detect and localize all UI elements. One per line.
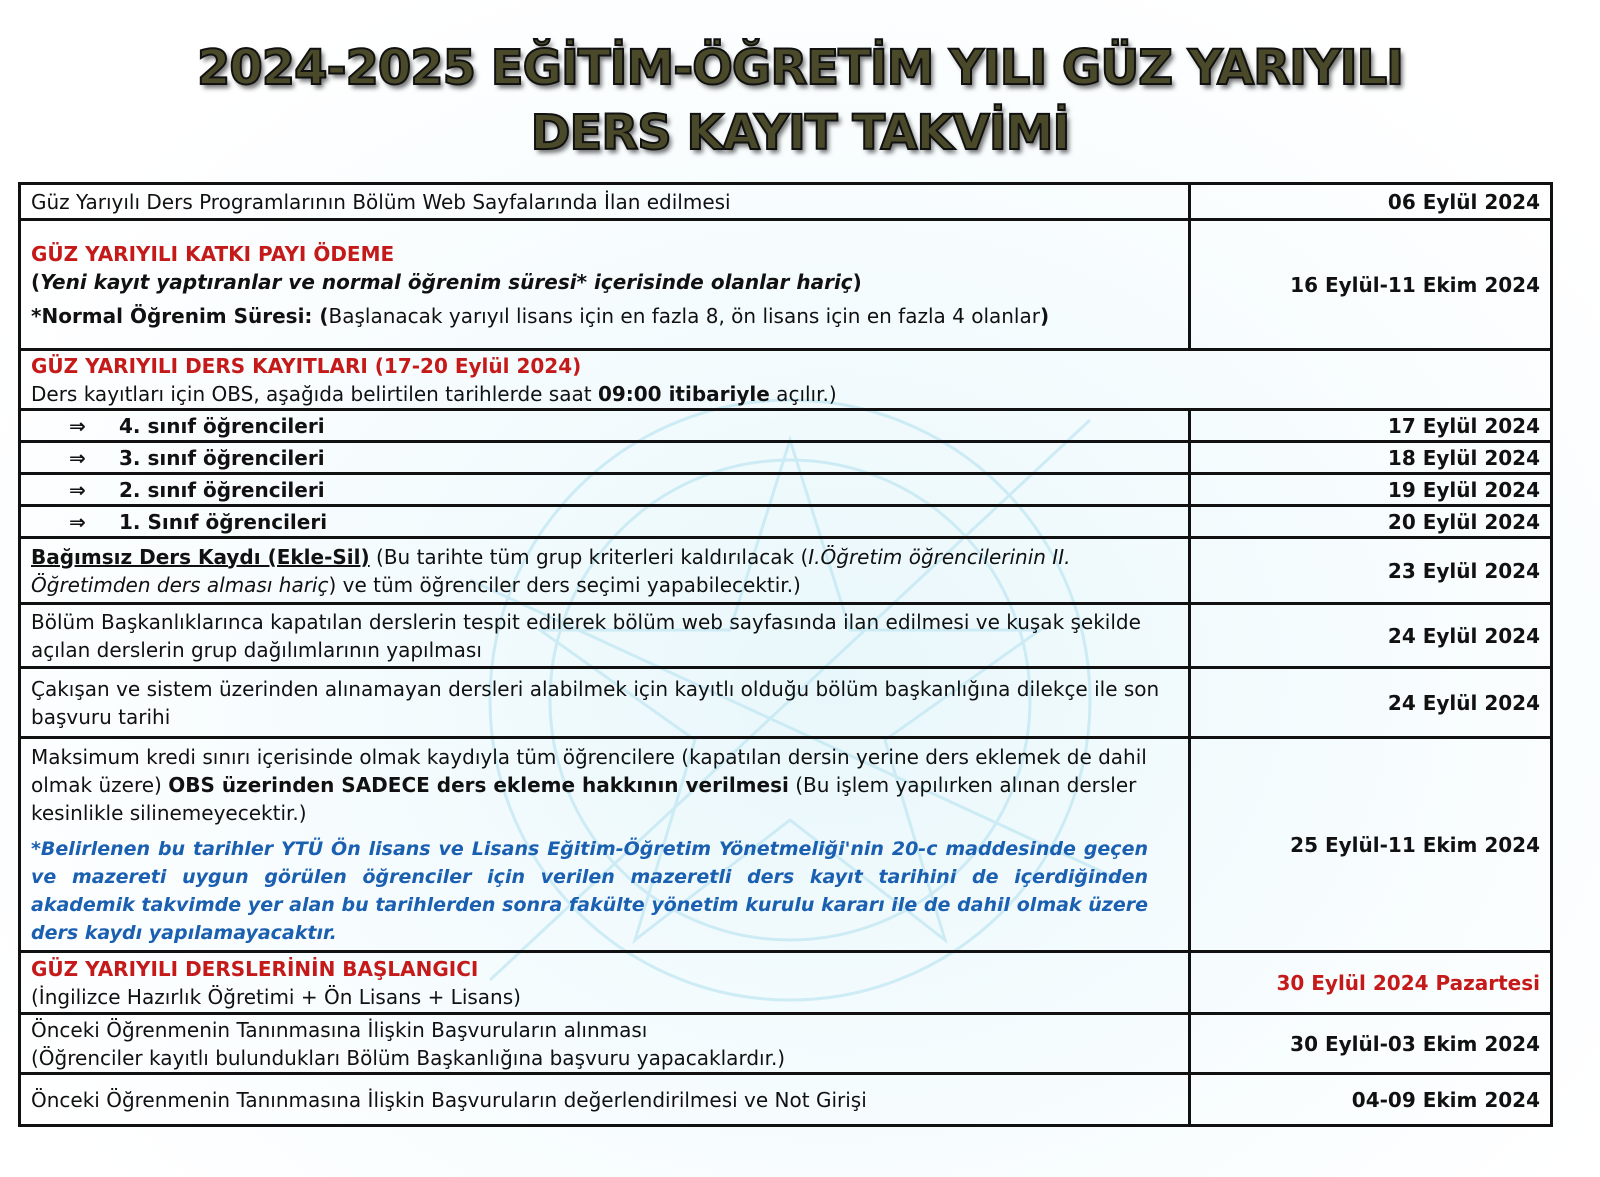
class-label: 1. Sınıf öğrencileri: [119, 509, 328, 534]
row-text: Güz Yarıyılı Ders Programlarının Bölüm Web Sayfalarında İlan edilmesi: [20, 184, 1190, 220]
row-date: 23 Eylül 2024: [1190, 538, 1552, 604]
row-date: 18 Eylül 2024: [1190, 442, 1552, 474]
table-row: [20, 184, 1552, 220]
row-date: 20 Eylül 2024: [1190, 506, 1552, 538]
table-row: [20, 952, 1552, 1014]
normal-duration-note: *Normal Öğrenim Süresi: (Başlanacak yarıyıl lisans için en fazla 8, ön lisans için en fazla 4 olanlar): [31, 303, 1050, 328]
table-row: [20, 1014, 1552, 1074]
table-row: [20, 220, 1552, 350]
row-text: Önceki Öğrenmenin Tanınmasına İlişkin Başvuruların değerlendirilmesi ve Not Girişi: [20, 1074, 1190, 1126]
row-date: 30 Eylül-03 Ekim 2024: [1190, 1014, 1552, 1074]
programs-note: (İngilizce Hazırlık Öğretimi + Ön Lisans + Lisans): [31, 984, 521, 1009]
row-text: Bağımsız Ders Kaydı (Ekle-Sil) (Bu tarihte tüm grup kriterleri kaldırılacak (I.Öğretim öğrencilerinin II. Öğretimden ders alması hariç) ve tüm öğrenciler ders seçimi yapabilecektir.): [20, 538, 1190, 604]
table-row: [20, 738, 1552, 952]
regulation-note: *Belirlenen bu tarihler YTÜ Ön lisans ve Lisans Eğitim-Öğretim Yönetmeliği'nin 20-c maddesinde geçen ve mazereti uygun görülen öğrenciler için verilen mazeretli ders kayıt tarihini de içerdiğinden akademik takvimde yer alan bu tarihlerden sonra fakülte yönetim kurulu kararı ile de dahil olmak üzere ders kaydı yapılamayacaktır.: [31, 837, 1148, 944]
row-date: 17 Eylül 2024: [1190, 410, 1552, 442]
obs-note: Ders kayıtları için OBS, aşağıda belirtilen tarihlerde saat 09:00 itibariyle açılır.): [31, 381, 837, 406]
row-text: Çakışan ve sistem üzerinden alınamayan dersleri alabilmek için kayıtlı olduğu bölüm başkanlığına dilekçe ile son başvuru tarihi: [20, 668, 1190, 738]
table-row: [20, 604, 1552, 668]
class-label: 4. sınıf öğrencileri: [119, 413, 325, 438]
row-date: 24 Eylül 2024: [1190, 604, 1552, 668]
table-row: [20, 350, 1552, 410]
table-row: [20, 442, 1552, 474]
row-text: Önceki Öğrenmenin Tanınmasına İlişkin Başvuruların alınması (Öğrenciler kayıtlı bulundukları Bölüm Başkanlığına başvuru yapacaklardır.): [20, 1014, 1190, 1074]
row-date: 19 Eylül 2024: [1190, 474, 1552, 506]
table-row: [20, 668, 1552, 738]
registration-calendar-table: [18, 182, 1553, 1127]
arrow-icon: ⇒: [69, 477, 86, 502]
row-date: 06 Eylül 2024: [1190, 184, 1552, 220]
class-label: 3. sınıf öğrencileri: [119, 445, 325, 470]
table-row: [20, 410, 1552, 442]
arrow-icon: ⇒: [69, 445, 86, 470]
table-row: [20, 538, 1552, 604]
section-heading: GÜZ YARIYILI DERSLERİNİN BAŞLANGICI: [31, 956, 479, 981]
row-text: Bölüm Başkanlıklarınca kapatılan derslerin tespit edilerek bölüm web sayfasında ilan edilmesi ve kuşak şekilde açılan derslerin grup dağılımlarının yapılması: [20, 604, 1190, 668]
exception-note: (Yeni kayıt yaptıranlar ve normal öğrenim süresi* içerisinde olanlar hariç): [31, 269, 862, 294]
section-heading: GÜZ YARIYILI DERS KAYITLARI (17-20 Eylül 2024): [31, 353, 582, 378]
table-row: [20, 1074, 1552, 1126]
row-date: 16 Eylül-11 Ekim 2024: [1190, 220, 1552, 350]
row-text: [20, 952, 1190, 1014]
arrow-icon: ⇒: [69, 509, 86, 534]
row-date: 04-09 Ekim 2024: [1190, 1074, 1552, 1126]
row-text: [20, 220, 1190, 350]
arrow-icon: ⇒: [69, 413, 86, 438]
section-heading: GÜZ YARIYILI KATKI PAYI ÖDEME: [31, 241, 395, 266]
table-row: [20, 474, 1552, 506]
row-text: [20, 350, 1552, 410]
add-course-note: Maksimum kredi sınırı içerisinde olmak kaydıyla tüm öğrencilere (kapatılan dersin yerine ders eklemek de dahil olmak üzere) OBS üzerinden SADECE ders ekleme hakkının verilmesi (Bu işlem yapılırken alınan dersler kesinlikle silinemeyecektir.): [31, 744, 1147, 825]
page-title-line2: DERS KAYIT TAKVİMİ: [530, 105, 1070, 161]
page-title-line1: 2024-2025 EĞİTİM-ÖĞRETİM YILI GÜZ YARIYILI: [196, 40, 1404, 96]
row-date: 30 Eylül 2024 Pazartesi: [1190, 952, 1552, 1014]
row-date: 25 Eylül-11 Ekim 2024: [1190, 738, 1552, 952]
class-label: 2. sınıf öğrencileri: [119, 477, 325, 502]
table-row: [20, 506, 1552, 538]
row-date: 24 Eylül 2024: [1190, 668, 1552, 738]
row-text: [20, 738, 1190, 952]
